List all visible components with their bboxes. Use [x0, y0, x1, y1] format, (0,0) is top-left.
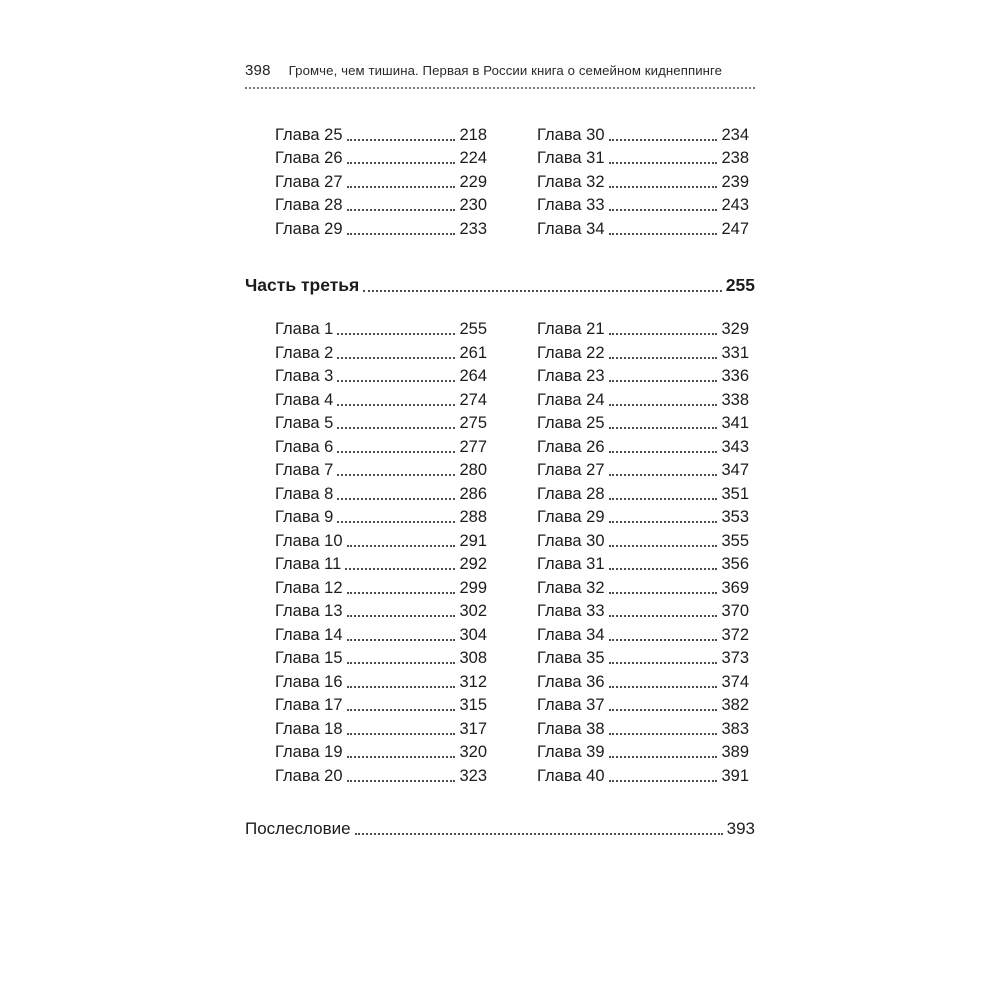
toc-row [537, 739, 749, 763]
toc-row [537, 433, 749, 457]
toc-part-three-block [245, 316, 755, 786]
chapter-label: Глава 1 [275, 320, 334, 338]
dot-leader [347, 162, 456, 164]
dot-leader [347, 592, 456, 594]
chapter-label: Глава 25 [275, 125, 343, 144]
toc-row [537, 145, 749, 169]
dot-leader [609, 733, 718, 735]
dot-leader [609, 451, 718, 453]
dot-leader [337, 404, 455, 406]
toc-row [275, 621, 487, 645]
toc-row [275, 145, 487, 169]
chapter-label: Глава 31 [537, 555, 605, 573]
dot-leader [337, 451, 455, 453]
chapter-label: Глава 27 [275, 172, 343, 191]
dot-leader [609, 162, 718, 164]
toc-row [275, 410, 487, 434]
toc-row [275, 551, 487, 575]
dot-leader [347, 186, 456, 188]
toc-row [275, 121, 487, 145]
chapter-page: 288 [459, 508, 487, 526]
toc-row [275, 715, 487, 739]
chapter-page: 320 [459, 743, 487, 761]
chapter-page: 391 [721, 766, 749, 785]
dot-leader [347, 639, 456, 641]
chapter-page: 247 [721, 219, 749, 238]
chapter-page: 356 [721, 555, 749, 573]
chapter-page: 347 [721, 461, 749, 479]
chapter-page: 308 [459, 649, 487, 667]
toc-row [275, 739, 487, 763]
chapter-page: 336 [721, 367, 749, 385]
toc-row [275, 386, 487, 410]
toc-row [275, 363, 487, 387]
chapter-label: Глава 34 [537, 219, 605, 238]
chapter-page: 261 [459, 343, 487, 362]
dot-leader [347, 662, 456, 664]
toc-row [275, 574, 487, 598]
dot-leader [347, 780, 456, 782]
toc-row [275, 527, 487, 551]
dot-leader [609, 474, 718, 476]
toc-row [275, 215, 487, 239]
chapter-page: 343 [721, 437, 749, 456]
chapter-label: Глава 7 [275, 461, 334, 479]
toc-row [275, 192, 487, 216]
chapter-label: Глава 4 [275, 390, 334, 409]
toc-row [537, 668, 749, 692]
toc-top-block [245, 121, 755, 239]
dot-leader [347, 545, 456, 547]
chapter-label: Глава 33 [537, 602, 605, 620]
section-label: Часть третья [245, 274, 360, 295]
chapter-page: 383 [721, 719, 749, 738]
toc-row [537, 715, 749, 739]
section-heading-part-three [245, 271, 755, 296]
dot-leader [609, 498, 718, 500]
dot-leader [347, 139, 456, 141]
dot-leader [347, 756, 456, 758]
chapter-page: 353 [721, 508, 749, 526]
chapter-page: 280 [459, 461, 487, 479]
section-page: 393 [726, 818, 755, 838]
chapter-label: Глава 19 [275, 743, 343, 761]
toc-row [275, 692, 487, 716]
chapter-page: 372 [721, 625, 749, 644]
section-page: 255 [725, 274, 755, 295]
dot-leader [609, 333, 718, 335]
toc-part-three-column-right [537, 316, 749, 786]
dot-leader [609, 545, 718, 547]
chapter-page: 264 [459, 367, 487, 385]
toc-row [537, 168, 749, 192]
chapter-label: Глава 23 [537, 367, 605, 385]
toc-row [537, 692, 749, 716]
dot-leader [609, 521, 718, 523]
toc-row [537, 363, 749, 387]
dot-leader [609, 380, 718, 382]
chapter-page: 292 [459, 555, 487, 573]
dot-leader [609, 427, 718, 429]
dot-leader [345, 568, 455, 570]
toc-row [537, 215, 749, 239]
chapter-label: Глава 31 [537, 149, 605, 167]
toc-row [537, 645, 749, 669]
chapter-page: 230 [459, 196, 487, 214]
dot-leader [337, 333, 455, 335]
toc-part-three-column-left [275, 316, 487, 786]
chapter-label: Глава 26 [275, 149, 343, 167]
toc-row [275, 762, 487, 786]
chapter-page: 234 [721, 125, 749, 144]
dot-leader [355, 833, 723, 835]
dot-leader [337, 474, 455, 476]
chapter-label: Глава 36 [537, 672, 605, 691]
dot-leader [337, 498, 455, 500]
dot-leader [609, 592, 718, 594]
toc-row [275, 457, 487, 481]
dot-leader [347, 686, 456, 688]
chapter-label: Глава 33 [537, 196, 605, 214]
toc-row [275, 339, 487, 363]
chapter-label: Глава 32 [537, 172, 605, 191]
chapter-page: 389 [721, 743, 749, 761]
toc-row [537, 621, 749, 645]
chapter-label: Глава 20 [275, 766, 343, 785]
dot-leader [609, 615, 718, 617]
chapter-label: Глава 28 [537, 484, 605, 503]
toc-row [537, 410, 749, 434]
chapter-label: Глава 29 [537, 508, 605, 526]
chapter-page: 329 [721, 320, 749, 338]
toc-row [275, 316, 487, 340]
toc-row [537, 339, 749, 363]
chapter-page: 233 [459, 219, 487, 238]
chapter-page: 255 [459, 320, 487, 338]
chapter-label: Глава 30 [537, 125, 605, 144]
toc-row [537, 121, 749, 145]
toc-top-column-right [537, 121, 749, 239]
dot-leader [609, 404, 718, 406]
chapter-label: Глава 8 [275, 484, 334, 503]
chapter-page: 355 [721, 531, 749, 550]
chapter-label: Глава 30 [537, 531, 605, 550]
chapter-label: Глава 13 [275, 602, 343, 620]
chapter-label: Глава 5 [275, 414, 334, 432]
dot-leader [347, 615, 456, 617]
toc-row [537, 574, 749, 598]
chapter-page: 317 [459, 719, 487, 738]
page-number: 398 [245, 62, 271, 79]
running-header [245, 62, 755, 89]
chapter-label: Глава 37 [537, 696, 605, 714]
toc-row [537, 480, 749, 504]
chapter-label: Глава 26 [537, 437, 605, 456]
chapter-page: 238 [721, 149, 749, 167]
chapter-label: Глава 29 [275, 219, 343, 238]
dot-leader [609, 139, 718, 141]
toc-row [537, 504, 749, 528]
toc-top-column-left [275, 121, 487, 239]
chapter-label: Глава 21 [537, 320, 605, 338]
chapter-label: Глава 39 [537, 743, 605, 761]
dot-leader [337, 521, 455, 523]
chapter-label: Глава 17 [275, 696, 343, 714]
toc-row [537, 598, 749, 622]
dot-leader [609, 756, 718, 758]
chapter-label: Глава 27 [537, 461, 605, 479]
chapter-page: 243 [721, 196, 749, 214]
section-label: Послесловие [245, 818, 351, 838]
chapter-page: 218 [459, 125, 487, 144]
chapter-label: Глава 35 [537, 649, 605, 667]
dot-leader [609, 568, 718, 570]
chapter-label: Глава 28 [275, 196, 343, 214]
toc-row [537, 316, 749, 340]
running-header-title: Громче, чем тишина. Первая в России книга о семейном киднеппинге [288, 63, 723, 78]
chapter-label: Глава 25 [537, 414, 605, 432]
chapter-page: 373 [721, 649, 749, 667]
toc-row [275, 668, 487, 692]
dot-leader [609, 639, 718, 641]
chapter-page: 369 [721, 578, 749, 597]
dot-leader [609, 709, 718, 711]
dot-leader [609, 780, 718, 782]
toc-row [275, 168, 487, 192]
chapter-page: 374 [721, 672, 749, 691]
chapter-label: Глава 32 [537, 578, 605, 597]
chapter-label: Глава 34 [537, 625, 605, 644]
chapter-page: 304 [459, 625, 487, 644]
toc-row [537, 527, 749, 551]
toc-row [275, 480, 487, 504]
dot-leader [609, 357, 718, 359]
dot-leader [609, 209, 718, 211]
chapter-page: 351 [721, 484, 749, 503]
toc-row [275, 645, 487, 669]
chapter-page: 323 [459, 766, 487, 785]
dot-leader [347, 209, 456, 211]
chapter-label: Глава 11 [275, 555, 342, 573]
dot-leader [609, 686, 718, 688]
toc-row [275, 504, 487, 528]
chapter-label: Глава 22 [537, 343, 605, 362]
chapter-page: 291 [459, 531, 487, 550]
chapter-page: 338 [721, 390, 749, 409]
chapter-page: 229 [459, 172, 487, 191]
toc-row [537, 762, 749, 786]
toc-row [537, 192, 749, 216]
dot-leader [347, 709, 456, 711]
chapter-page: 315 [459, 696, 487, 714]
dot-leader [337, 427, 455, 429]
chapter-page: 277 [459, 437, 487, 456]
chapter-label: Глава 38 [537, 719, 605, 738]
dot-leader [609, 662, 718, 664]
chapter-page: 299 [459, 578, 487, 597]
chapter-label: Глава 18 [275, 719, 343, 738]
chapter-label: Глава 2 [275, 343, 334, 362]
chapter-label: Глава 3 [275, 367, 334, 385]
chapter-page: 341 [721, 414, 749, 432]
chapter-label: Глава 6 [275, 437, 334, 456]
chapter-page: 302 [459, 602, 487, 620]
chapter-label: Глава 40 [537, 766, 605, 785]
chapter-label: Глава 24 [537, 390, 605, 409]
chapter-page: 274 [459, 390, 487, 409]
chapter-page: 370 [721, 602, 749, 620]
chapter-page: 239 [721, 172, 749, 191]
chapter-page: 312 [459, 672, 487, 691]
chapter-label: Глава 14 [275, 625, 343, 644]
dot-leader [347, 233, 456, 235]
chapter-label: Глава 10 [275, 531, 343, 550]
dot-leader [363, 290, 722, 292]
chapter-page: 275 [459, 414, 487, 432]
dot-leader [609, 186, 718, 188]
chapter-label: Глава 12 [275, 578, 343, 597]
dot-leader [337, 357, 455, 359]
chapter-label: Глава 15 [275, 649, 343, 667]
toc-row [275, 598, 487, 622]
chapter-page: 224 [459, 149, 487, 167]
dot-leader [609, 233, 718, 235]
chapter-page: 382 [721, 696, 749, 714]
chapter-label: Глава 16 [275, 672, 343, 691]
chapter-page: 286 [459, 484, 487, 503]
chapter-label: Глава 9 [275, 508, 334, 526]
toc-row [537, 551, 749, 575]
toc-row [537, 457, 749, 481]
dot-leader [337, 380, 455, 382]
dot-leader [347, 733, 456, 735]
book-page [245, 0, 755, 839]
section-afterword [245, 814, 755, 839]
toc-row [537, 386, 749, 410]
chapter-page: 331 [721, 343, 749, 362]
toc-row [275, 433, 487, 457]
